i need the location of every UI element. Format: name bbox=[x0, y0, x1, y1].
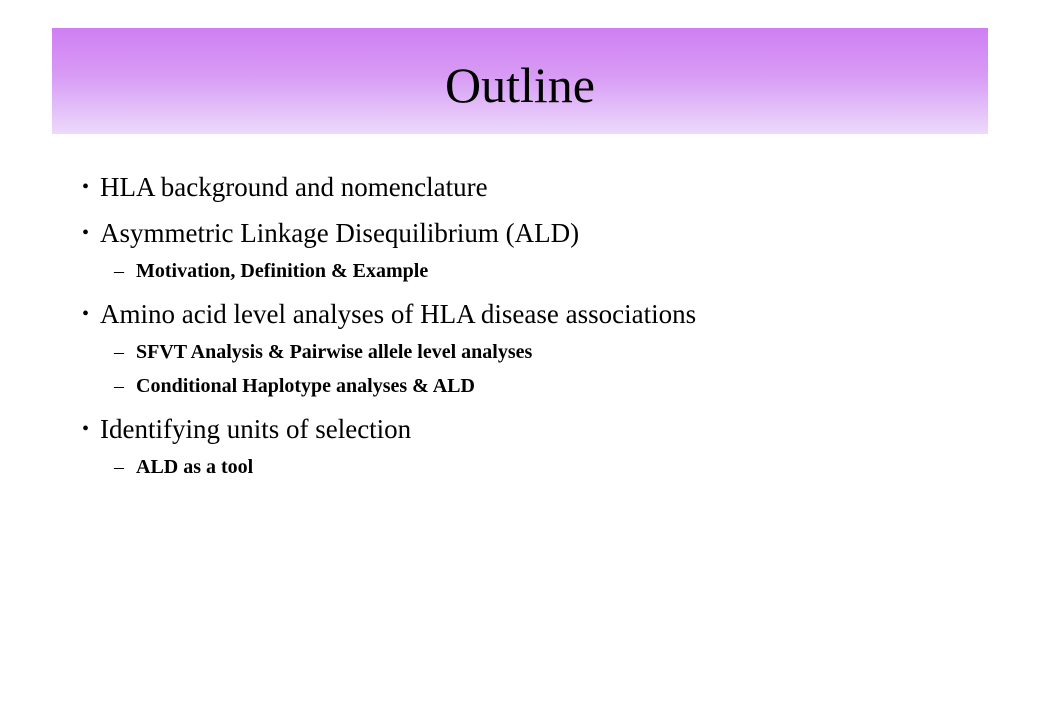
slide-title: Outline bbox=[445, 57, 595, 113]
outline-item-hla-background bbox=[82, 170, 980, 204]
sub-item-text: ALD as a tool bbox=[136, 456, 254, 478]
outline-item-text: Identifying units of selection bbox=[100, 414, 412, 444]
dash-icon: – bbox=[114, 456, 124, 478]
sub-list bbox=[100, 340, 980, 398]
sub-item bbox=[100, 340, 980, 364]
bullet-icon: • bbox=[82, 176, 90, 198]
dash-icon: – bbox=[114, 341, 124, 363]
sub-item bbox=[100, 374, 980, 398]
bullet-icon: • bbox=[82, 222, 90, 244]
outline-item-amino-acid-analyses bbox=[82, 297, 980, 398]
sub-list bbox=[100, 259, 980, 283]
dash-icon: – bbox=[114, 260, 124, 282]
sub-item-text: SFVT Analysis & Pairwise allele level analyses bbox=[136, 341, 533, 363]
dash-icon: – bbox=[114, 375, 124, 397]
title-banner bbox=[52, 28, 988, 134]
sub-item-text: Conditional Haplotype analyses & ALD bbox=[136, 375, 475, 397]
sub-list bbox=[100, 455, 980, 479]
sub-item-text: Motivation, Definition & Example bbox=[136, 260, 429, 282]
sub-item bbox=[100, 455, 980, 479]
outline-list bbox=[82, 170, 980, 479]
bullet-icon: • bbox=[82, 303, 90, 325]
outline-item-units-of-selection bbox=[82, 412, 980, 479]
outline-item-text: HLA background and nomenclature bbox=[100, 172, 488, 202]
outline-item-ald bbox=[82, 216, 980, 283]
outline-item-text: Amino acid level analyses of HLA disease associations bbox=[100, 299, 697, 329]
outline-item-text: Asymmetric Linkage Disequilibrium (ALD) bbox=[100, 218, 580, 248]
bullet-icon: • bbox=[82, 418, 90, 440]
sub-item bbox=[100, 259, 980, 283]
